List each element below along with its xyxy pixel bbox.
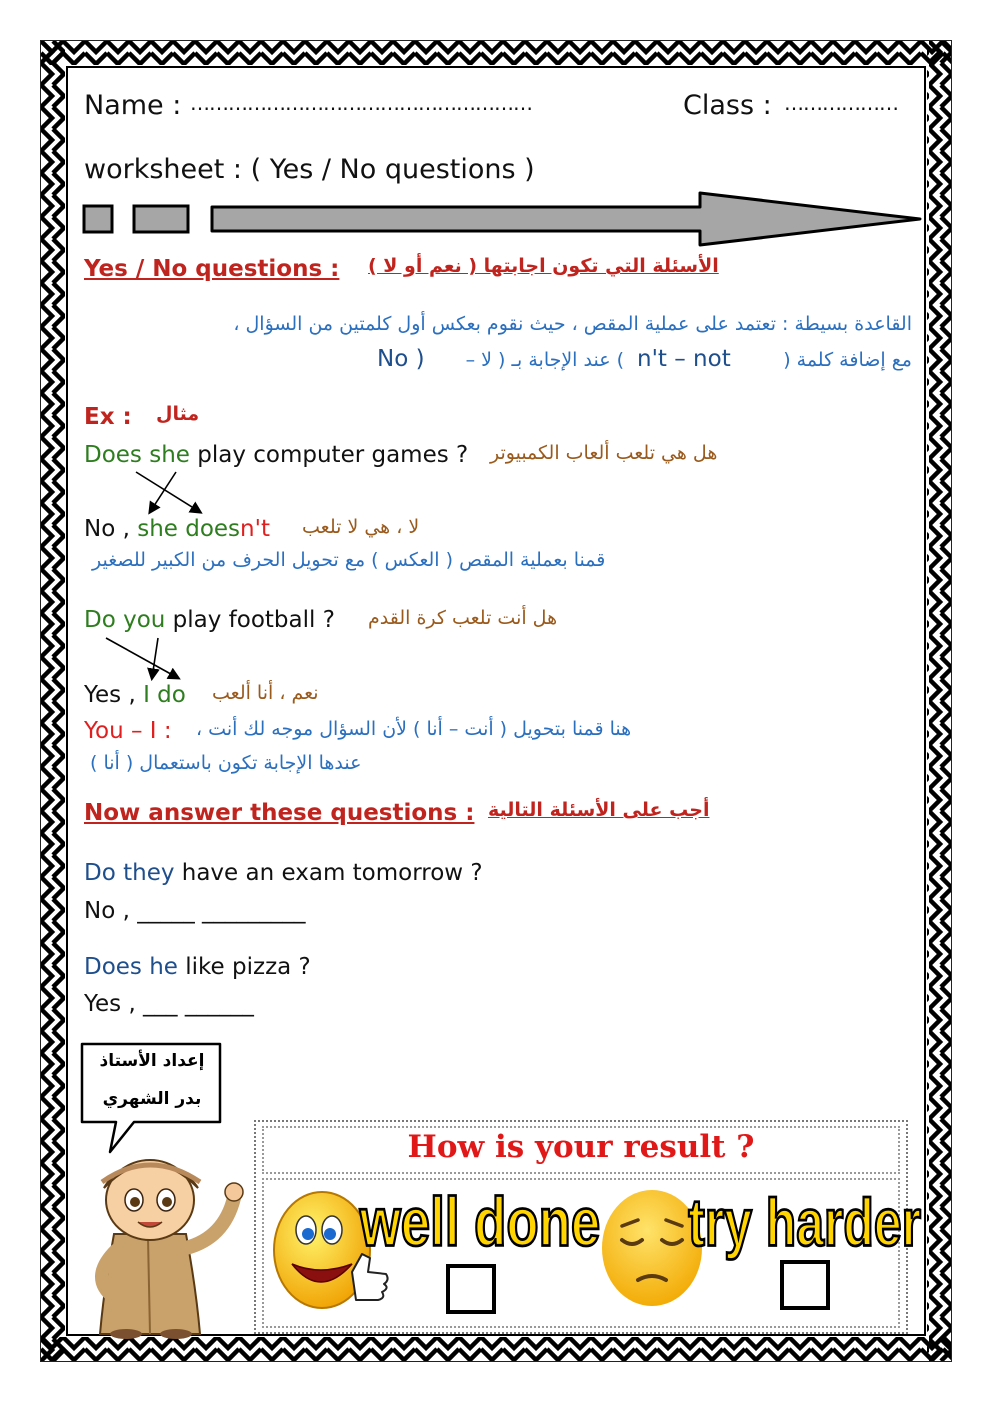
swap-arrows-1 bbox=[130, 468, 220, 520]
worksheet-title: worksheet : ( Yes / No questions ) bbox=[84, 154, 535, 185]
question-1-rest: have an exam tomorrow ? bbox=[174, 860, 483, 886]
rule-line-2-ar-2: ) عند الإجابة بـ ( لا – bbox=[465, 349, 624, 371]
question-1 bbox=[84, 860, 483, 886]
swap-arrows-2 bbox=[100, 634, 190, 686]
example-1-answer-lead: she does bbox=[137, 516, 241, 542]
well-done-graphic bbox=[359, 1183, 601, 1262]
rule-line-2-en-2: No ) bbox=[377, 346, 425, 372]
example-2-answer bbox=[84, 682, 186, 708]
example-1-answer-no: No , bbox=[84, 516, 138, 542]
question-2 bbox=[84, 954, 311, 980]
credit-line-2: بدر الشهري bbox=[102, 1089, 202, 1109]
class-blank[interactable]: ……………… bbox=[784, 91, 898, 115]
example-1-answer-suffix: n't bbox=[240, 516, 270, 542]
example-2-swap-ar: هنا قمنا بتحويل ( أنت – أنا ) لأن السؤال موجه لك أنت ، bbox=[196, 718, 632, 740]
boy-character-illustration bbox=[74, 1138, 250, 1338]
section-title-ar: الأسئلة التي تكون اجابتها ( نعم أو لا ) bbox=[368, 255, 719, 277]
example-1-note: قمنا بعملية المقص ( العكس ) مع تحويل الحرف من الكبير للصغير bbox=[92, 549, 606, 571]
example-1-question-ar: هل هي تلعب ألعاب الكمبيوتر bbox=[490, 442, 718, 464]
example-1-answer bbox=[84, 516, 270, 542]
rule-line-2-ar-1: مع إضافة كلمة ( bbox=[783, 349, 912, 371]
class-label: Class : bbox=[683, 90, 772, 121]
task-title-ar: أجب على الأسئلة التالية bbox=[488, 799, 710, 821]
example-label-ar: مثال bbox=[156, 403, 200, 425]
arrow-banner bbox=[82, 190, 924, 252]
try-harder-checkbox[interactable] bbox=[780, 1260, 830, 1310]
example-2-answer-ar: نعم ، أنا ألعب bbox=[212, 682, 319, 704]
try-harder-graphic bbox=[688, 1186, 921, 1261]
question-2-lead: Does he bbox=[84, 954, 178, 980]
example-2-question-rest: play football ? bbox=[165, 607, 335, 633]
example-2-question bbox=[84, 607, 335, 633]
example-1-question bbox=[84, 442, 468, 468]
example-2-question-ar: هل أنت تلعب كرة القدم bbox=[368, 607, 558, 629]
question-2-rest: like pizza ? bbox=[177, 954, 311, 980]
well-done-checkbox[interactable] bbox=[446, 1264, 496, 1314]
well-done-label: well done bbox=[359, 1183, 601, 1262]
rule-line-2-en-1: n't – not bbox=[637, 346, 731, 372]
example-1-question-rest: play computer games ? bbox=[189, 442, 469, 468]
name-blank[interactable]: ……………………………………………… bbox=[190, 91, 532, 115]
example-2-swap-ar-2: عندها الإجابة تكون باستعمال ( أنا ) bbox=[90, 752, 362, 774]
name-label: Name : bbox=[84, 90, 182, 121]
try-harder-label: try harder bbox=[688, 1186, 921, 1261]
question-1-answer[interactable]: No , _____ _________ bbox=[84, 898, 306, 924]
example-1-question-lead: Does she bbox=[84, 442, 190, 468]
example-2-question-lead: Do you bbox=[84, 607, 166, 633]
rule-line-1: القاعدة بسيطة : تعتمد على عملية المقص ، حيث نقوم بعكس أول كلمتين من السؤال ، bbox=[233, 313, 912, 335]
question-1-lead: Do they bbox=[84, 860, 175, 886]
example-1-answer-ar: لا ، هي لا تلعب bbox=[302, 516, 420, 538]
example-label-en: Ex : bbox=[84, 404, 132, 430]
example-2-swap-en: You – I : bbox=[84, 718, 172, 744]
section-title-en: Yes / No questions : bbox=[84, 256, 340, 282]
result-title: How is your result ? bbox=[407, 1129, 755, 1165]
example-2-answer-lead: I do bbox=[143, 682, 186, 708]
question-2-answer[interactable]: Yes , ___ ______ bbox=[84, 991, 254, 1017]
credit-line-1: إعداد الأستاذ bbox=[99, 1051, 205, 1071]
task-title-en: Now answer these questions : bbox=[84, 800, 475, 826]
example-2-answer-yes: Yes , bbox=[84, 682, 144, 708]
